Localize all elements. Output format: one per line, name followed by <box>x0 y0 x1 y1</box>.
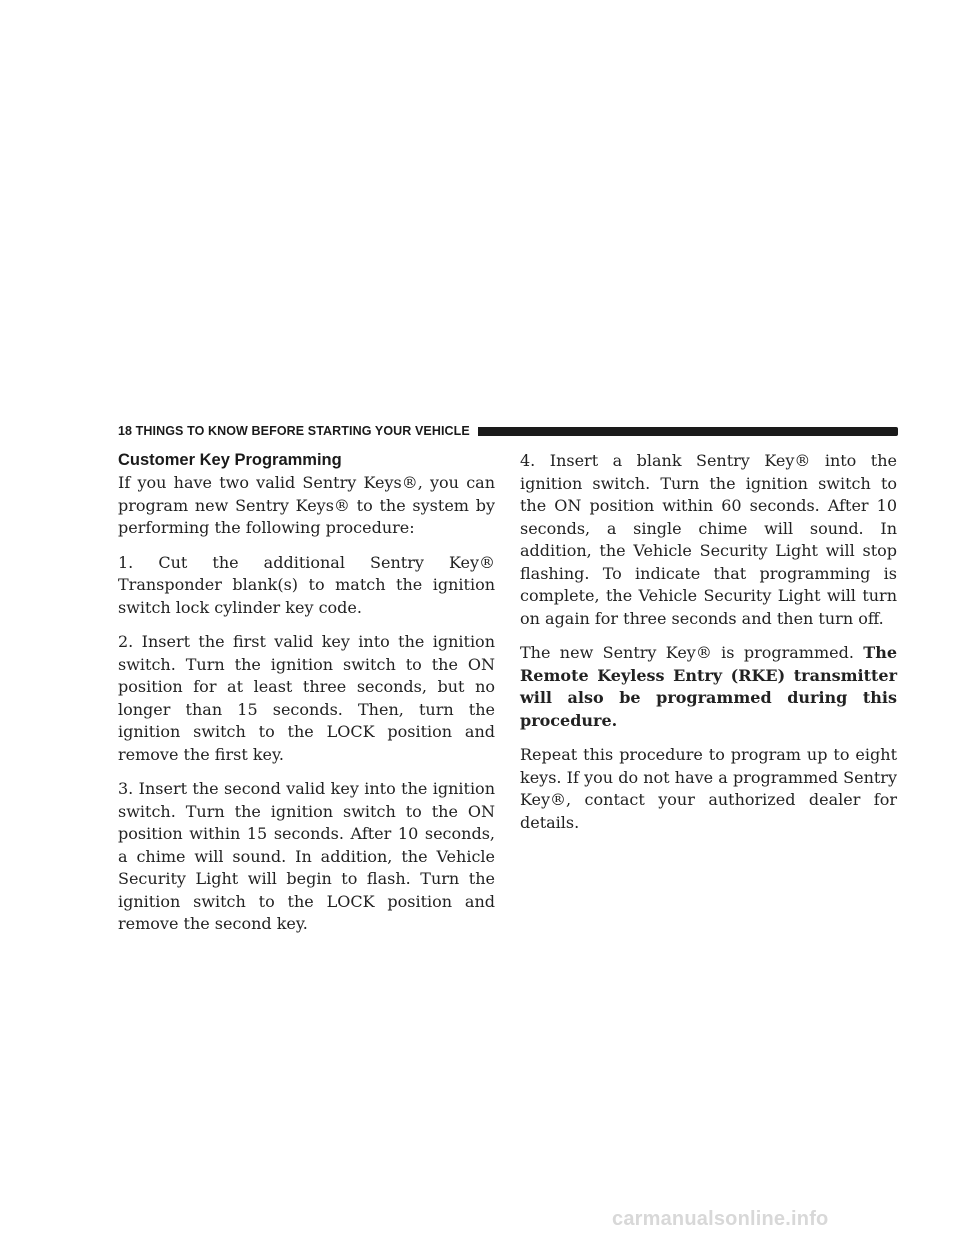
watermark-logo: carmanualsonline.info <box>612 1208 829 1230</box>
section-title: Customer Key Programming <box>118 451 342 469</box>
page-header-text: 18 THINGS TO KNOW BEFORE STARTING YOUR VEHICLE <box>118 424 470 438</box>
step-3-paragraph: 3. Insert the second valid key into the ignition switch. Turn the ignition switch to the ON position within 15 seconds. After 10 seconds, a chime will sound. In addition, the Vehicle Security Light will begin to flash. Turn the ignition switch to the LOCK position and remove the second key. <box>118 779 495 933</box>
intro-paragraph: If you have two valid Sentry Keys®, you can program new Sentry Keys® to the system by performing the following procedure: <box>118 473 495 537</box>
header-rule-bar <box>478 427 898 436</box>
repeat-paragraph: Repeat this procedure to program up to eight keys. If you do not have a programmed Sentry Key®, contact your authorized dealer for details. <box>520 745 897 832</box>
step-4-paragraph: 4. Insert a blank Sentry Key® into the ignition switch. Turn the ignition switch to the ON position within 60 seconds. After 10 seconds, a single chime will sound. In addition, the Vehicle Security Light will stop flashing. To indicate that programming is complete, the Vehicle Security Light will turn on again for three seconds and then turn off. <box>520 451 897 628</box>
left-column <box>118 450 495 948</box>
rke-note-bold: The Remote Keyless Entry (RKE) transmitter will also be programmed during this procedure. <box>520 643 897 730</box>
right-column <box>520 450 897 846</box>
step-2-paragraph: 2. Insert the first valid key into the ignition switch. Turn the ignition switch to the ON position for at least three seconds, but no longer than 15 seconds. Then, turn the ignition switch to the LOCK position and remove the first key. <box>118 632 495 764</box>
running-header <box>118 423 898 439</box>
step-1-paragraph: 1. Cut the additional Sentry Key® Transponder blank(s) to match the ignition switch lock cylinder key code. <box>118 552 495 617</box>
programmed-paragraph <box>520 642 897 732</box>
programmed-text: The new Sentry Key® is programmed. <box>520 643 864 662</box>
